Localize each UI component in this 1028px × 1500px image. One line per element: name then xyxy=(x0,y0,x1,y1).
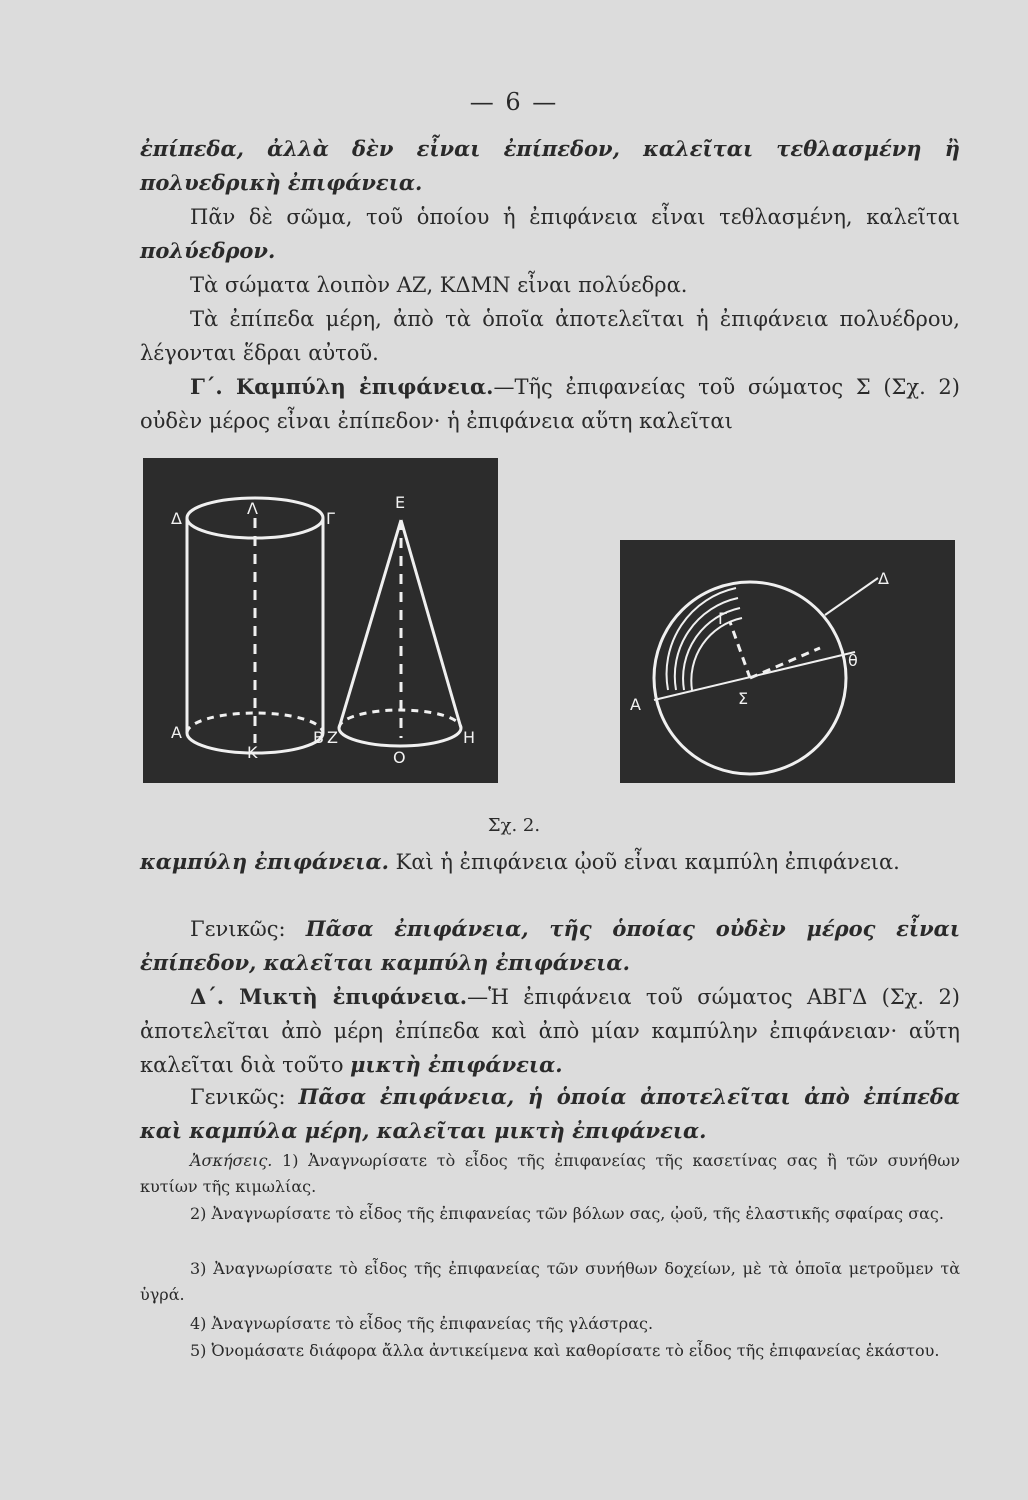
exercise-1 xyxy=(140,1148,960,1200)
paragraph-text: Τὰ σώματα λοιπὸν ΑΖ, ΚΔΜΝ εἶναι πολύεδρα. xyxy=(190,273,688,297)
lead-text: Γενικῶς: xyxy=(190,1085,286,1109)
page-number: — 6 — xyxy=(469,88,559,116)
label-delta-sphere: Δ xyxy=(878,569,889,588)
label-eta: Η xyxy=(463,728,476,747)
label-zeta: Ζ xyxy=(327,728,338,747)
label-gamma: Γ xyxy=(326,509,335,528)
label-theta-sphere: θ xyxy=(848,651,858,670)
figure-cylinder-cone xyxy=(143,458,498,783)
paragraph-mixed-surface xyxy=(140,980,960,1082)
exercise-5 xyxy=(140,1338,960,1364)
lead-text: Γενικῶς: xyxy=(190,917,286,941)
label-beta: Β xyxy=(313,728,324,747)
paragraph-polyhedron xyxy=(140,200,960,268)
paragraph-text: Καὶ ἡ ἐπιφάνεια ᾠοῦ εἶναι καμπύλη ἐπιφάνεια. xyxy=(395,850,900,874)
exercise-text: 4) Ἀναγνωρίσατε τὸ εἶδος τῆς ἐπιφανείας τῆς γλάστρας. xyxy=(190,1314,654,1333)
paragraph-curved-surface xyxy=(140,370,960,438)
section-heading: Γ΄. Καμπύλη ἐπιφάνεια. xyxy=(190,374,494,399)
figure-caption: Σχ. 2. xyxy=(487,815,541,836)
italic-term: μικτὴ ἐπιφάνεια. xyxy=(350,1052,563,1077)
paragraph-polyhedral-surface xyxy=(140,132,960,200)
label-lambda: Λ xyxy=(247,499,258,518)
italic-definition: Πᾶσα ἐπιφάνεια, τῆς ὁποίας οὐδὲν μέρος εἶναι ἐπίπεδον, καλεῖται καμπύλη ἐπιφάνεια. xyxy=(140,916,960,975)
label-delta: Δ xyxy=(171,509,182,528)
paragraph-curved-example xyxy=(140,845,960,879)
label-sigma-sphere: Σ xyxy=(738,689,749,708)
label-kappa: Κ xyxy=(247,743,258,762)
italic-term: καμπύλη ἐπιφάνεια. xyxy=(140,849,389,874)
label-alpha: Α xyxy=(171,723,182,742)
label-alpha-sphere: Α xyxy=(630,695,641,714)
label-epsilon: Ε xyxy=(395,493,406,512)
exercise-3 xyxy=(140,1256,960,1308)
exercise-4 xyxy=(140,1311,960,1337)
figure-sphere xyxy=(620,540,955,783)
italic-term: πολύεδρον. xyxy=(140,238,276,263)
section-heading: Δ΄. Μικτὴ ἐπιφάνεια. xyxy=(190,984,468,1009)
italic-definition: Πᾶσα ἐπιφάνεια, ἡ ὁποία ἀποτελεῖται ἀπὸ ἐπίπεδα καὶ καμπύλα μέρη, καλεῖται μικτὴ ἐπιφάνεια. xyxy=(140,1084,960,1143)
exercise-text: 3) Ἀναγνωρίσατε τὸ εἶδος τῆς ἐπιφανείας τῶν συνήθων δοχείων, μὲ τὰ ὁποῖα μετροῦμεν τὰ ὑγρά. xyxy=(140,1259,960,1304)
exercise-2 xyxy=(140,1201,960,1227)
paragraph-faces xyxy=(140,302,960,370)
paragraph-mixed-general xyxy=(140,1080,960,1148)
exercise-text: 2) Ἀναγνωρίσατε τὸ εἶδος τῆς ἐπιφανείας τῶν βόλων σας, ᾠοῦ, τῆς ἐλαστικῆς σφαίρας σας. xyxy=(190,1204,944,1223)
exercise-text: 1) Ἀναγνωρίσατε τὸ εἶδος τῆς ἐπιφανείας τῆς κασετίνας σας ἢ τῶν συνήθων κυτίων τῆς κιμωλίας. xyxy=(140,1151,960,1196)
paragraph-text: —Τῆς ἐπιφανείας τοῦ σώματος Σ (Σχ. 2) οὐδὲν μέρος εἶναι ἐπίπεδον· ἡ ἐπιφάνεια αὕτη καλεῖται xyxy=(140,375,960,433)
paragraph-curved-general xyxy=(140,912,960,980)
paragraph-polyhedra-example xyxy=(140,268,960,302)
italic-definition: ἐπίπεδα, ἀλλὰ δὲν εἶναι ἐπίπεδον, καλεῖται τεθλασμένη ἢ πολυεδρικὴ ἐπιφάνεια. xyxy=(140,136,960,195)
paragraph-text: Τὰ ἐπίπεδα μέρη, ἀπὸ τὰ ὁποῖα ἀποτελεῖται ἡ ἐπιφάνεια πολυέδρου, λέγονται ἕδραι αὐτοῦ. xyxy=(140,307,960,365)
exercises-label: Ἀσκήσεις. xyxy=(190,1151,273,1170)
paragraph-text: Πᾶν δὲ σῶμα, τοῦ ὁποίου ἡ ἐπιφάνεια εἶναι τεθλασμένη, καλεῖται xyxy=(190,205,960,229)
exercise-text: 5) Ὀνομάσατε διάφορα ἄλλα ἀντικείμενα καὶ καθορίσατε τὸ εἶδος τῆς ἐπιφανείας ἑκάστου. xyxy=(190,1341,940,1360)
label-gamma-sphere: Γ xyxy=(718,609,727,628)
label-omicron: Ο xyxy=(393,748,406,767)
paragraph-text: —Ἡ ἐπιφάνεια τοῦ σώματος ΑΒΓΔ (Σχ. 2) ἀποτελεῖται ἀπὸ μέρη ἐπίπεδα καὶ ἀπὸ μίαν καμπύλην ἐπιφάνειαν· αὕτη καλεῖται διὰ τοῦτο xyxy=(140,985,960,1077)
